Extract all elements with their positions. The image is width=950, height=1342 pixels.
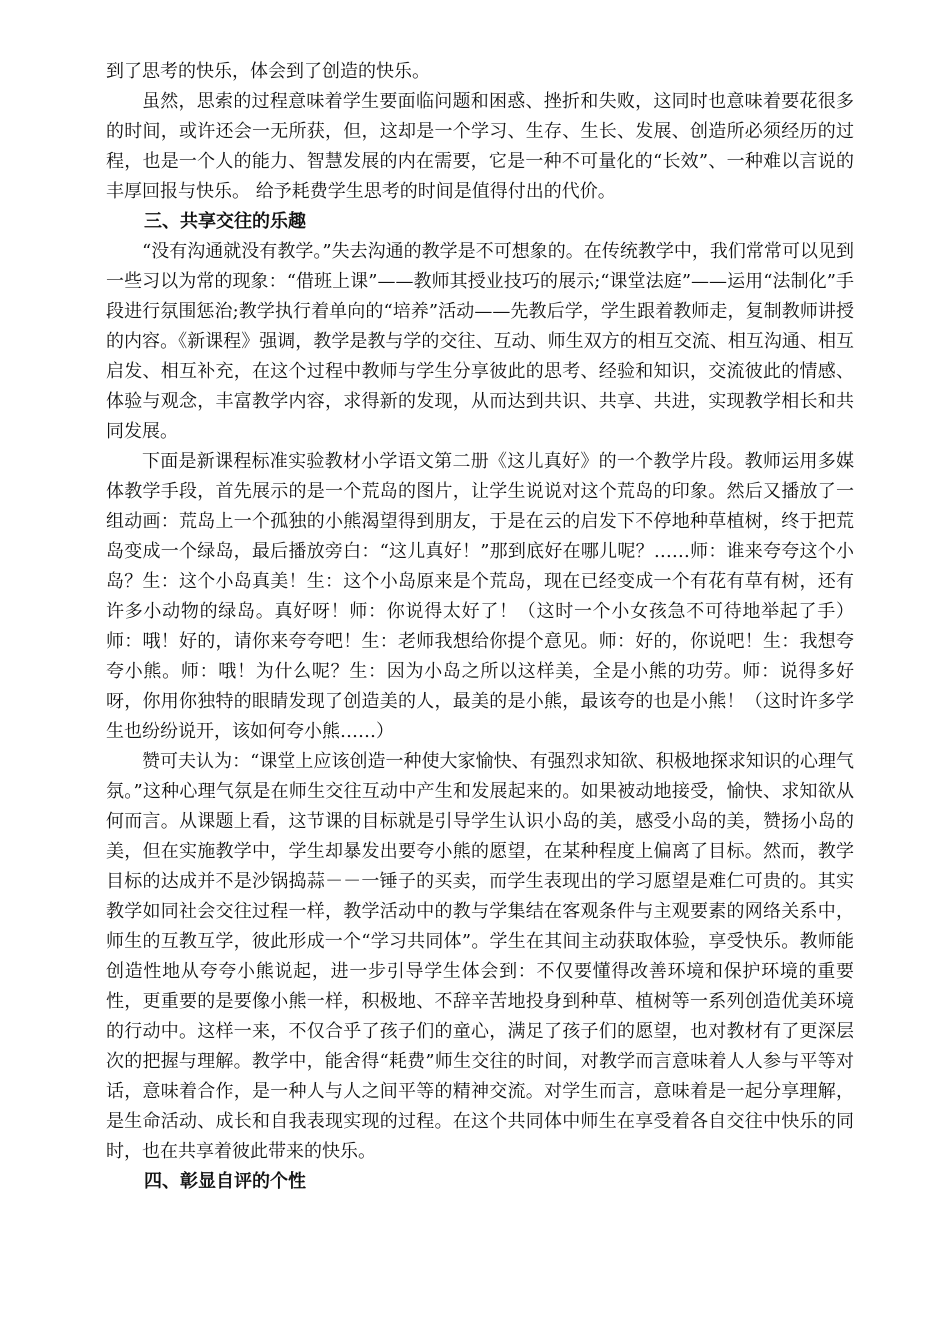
paragraph-communication: “没有沟通就没有教学。”失去沟通的教学是不可想象的。在传统教学中，我们常常可以见到一些习以为常的现象：“借班上课”——教师其授业技巧的展示;“课堂法庭”——运用“法制化”手段进行氛围惩治;教学执行着单向的“培养”活动——先教后学，学生跟着教师走，复制教师讲授的内容。《新课程》强调，教学是教与学的交往、互动、师生双方的相互交流、相互沟通、相互启发、相互补充，在这个过程中教师与学生分享彼此的思考、经验和知识，交流彼此的情感、体验与观念，丰富教学内容，求得新的发现，从而达到共识、共享、共进，实现教学相长和共同发展。 [106, 241, 854, 442]
section-heading-4: 四、彰显自评的个性 [144, 1171, 306, 1192]
document-body [106, 57, 854, 1197]
section-heading-3: 三、共享交往的乐趣 [144, 211, 306, 232]
paragraph-analysis: 赞可夫认为：“课堂上应该创造一种使大家愉快、有强烈求知欲、积极地探求知识的心理气氛。”这种心理气氛是在师生交往互动中产生和发展起来的。如果被动地接受，愉快、求知欲从何而言。从课题上看，这节课的目标就是引导学生认识小岛的美，感受小岛的美，赞扬小岛的美，但在实施教学中，学生却暴发出要夸小熊的愿望，在某种程度上偏离了目标。然而，教学目标的达成并不是沙锅捣蒜－－一锤子的买卖，而学生表现出的学习愿望是难仁可贵的。其实教学如同社会交往过程一样，教学活动中的教与学集结在客观条件与主观要素的网络关系中，师生的互教互学，彼此形成一个“学习共同体”。学生在其间主动获取体验，享受快乐。教师能创造性地从夸夸小熊说起，进一步引导学生体会到：不仅要懂得改善环境和保护环境的重要性，更重要的是要像小熊一样，积极地、不辞辛苦地投身到种草、植树等一系列创造优美环境的行动中。这样一来，不仅合乎了孩子们的童心，满足了孩子们的愿望，也对教材有了更深层次的把握与理解。教学中，能舍得“耗费”师生交往的时间，对教学而言意味着人人参与平等对话，意味着合作，是一种人与人之间平等的精神交流。对学生而言，意味着是一起分享理解，是生命活动、成长和自我表现实现的过程。在这个共同体中师生在享受着各自交往中快乐的同时，也在共享着彼此带来的快乐。 [106, 751, 854, 1162]
paragraph-teaching-example: 下面是新课程标准实验教材小学语文第二册《这儿真好》的一个教学片段。教师运用多媒体教学手段，首先展示的是一个荒岛的图片，让学生说说对这个荒岛的印象。然后又播放了一组动画：荒岛上一个孤独的小熊渴望得到朋友，于是在云的启发下不停地种草植树，终于把荒岛变成一个绿岛，最后播放旁白：“这儿真好！”那到底好在哪儿呢？……师：谁来夸夸这个小岛？生：这个小岛真美！生：这个小岛原来是个荒岛，现在已经变成一个有花有草有树，还有许多小动物的绿岛。真好呀！师：你说得太好了！（这时一个小女孩急不可待地举起了手）师：哦！好的，请你来夸夸吧！生：老师我想给你提个意见。师：好的，你说吧！生：我想夸夸小熊。师：哦！为什么呢？生：因为小岛之所以这样美，全是小熊的功劳。师：说得多好呀，你用你独特的眼睛发现了创造美的人，最美的是小熊，最该夸的也是小熊！（这时许多学生也纷纷说开，该如何夸小熊……） [106, 451, 854, 742]
paragraph-thinking-cost: 虽然，思索的过程意味着学生要面临问题和困惑、挫折和失败，这同时也意味着要花很多的时间，或许还会一无所获，但，这却是一个学习、生存、生长、发展、创造所必须经历的过程，也是一个人的能力、智慧发展的内在需要，它是一种不可量化的“长效”、一种难以言说的丰厚回报与快乐。 给予耗费学生思考的时间是值得付出的代价。 [106, 91, 854, 202]
paragraph-continuation: 到了思考的快乐，体会到了创造的快乐。 [106, 61, 430, 82]
